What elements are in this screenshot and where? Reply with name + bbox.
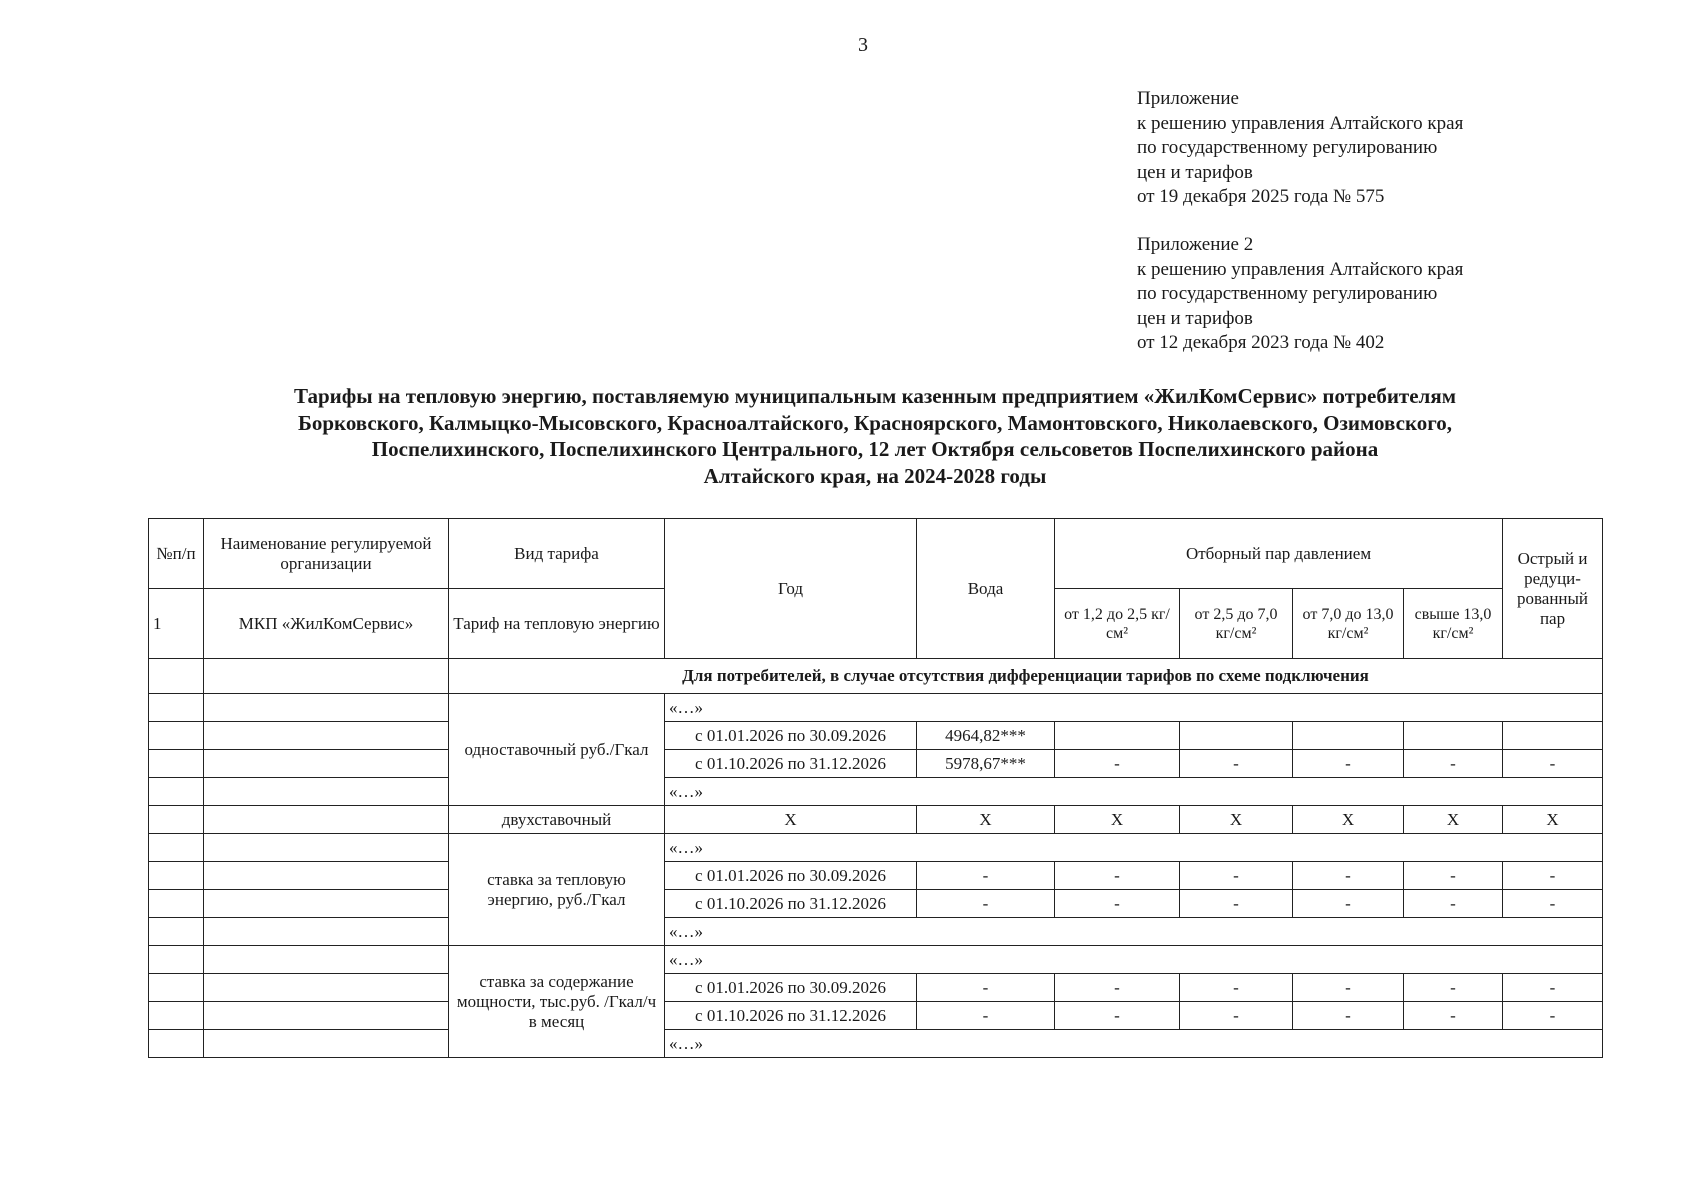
ellipsis: «…» bbox=[665, 1030, 1603, 1058]
sharp-value: - bbox=[1503, 1002, 1603, 1030]
header-sharp-steam: Острый и редуци-рованный пар bbox=[1503, 519, 1603, 659]
p1-value: - bbox=[1055, 862, 1180, 890]
annex-header-1 bbox=[1137, 87, 1463, 210]
title-line: Тарифы на тепловую энергию, поставляемую муниципальным казенным предприятием «ЖилКомСервис» потребителям bbox=[293, 384, 1456, 408]
sharp-value: - bbox=[1503, 890, 1603, 918]
p2-value: - bbox=[1180, 1002, 1293, 1030]
p3-value: - bbox=[1293, 974, 1404, 1002]
annex-line: к решению управления Алтайского края bbox=[1137, 258, 1464, 280]
sharp-value bbox=[1503, 722, 1603, 750]
p3-value: - bbox=[1293, 750, 1404, 778]
heat-rate-label: ставка за тепловую энергию, руб./Гкал bbox=[449, 834, 665, 946]
p2-value: - bbox=[1180, 890, 1293, 918]
title-line: Борковского, Калмыцко-Мысовского, Красноалтайского, Красноярского, Мамонтовского, Николаевского, Озимовского, bbox=[297, 410, 1453, 435]
period: с 01.10.2026 по 31.12.2026 bbox=[665, 750, 917, 778]
table-row bbox=[149, 722, 1603, 750]
page-number: 3 bbox=[858, 34, 868, 56]
document-title bbox=[150, 383, 1600, 489]
organization-name: МКП «ЖилКомСервис» bbox=[204, 589, 449, 659]
tariff-name: Тариф на тепловую энергию bbox=[449, 589, 665, 659]
table-row bbox=[149, 694, 1603, 722]
header-water: Вода bbox=[917, 519, 1055, 659]
ellipsis: «…» bbox=[665, 834, 1603, 862]
p3-value: - bbox=[1293, 862, 1404, 890]
ellipsis: «…» bbox=[665, 694, 1603, 722]
table-row bbox=[149, 918, 1603, 946]
table-row bbox=[149, 1030, 1603, 1058]
x-mark: Х bbox=[665, 806, 917, 834]
annex-line: Приложение bbox=[1137, 88, 1239, 109]
header-year: Год bbox=[665, 519, 917, 659]
title-line: Поспелихинского, Поспелихинского Центрального, 12 лет Октября сельсоветов Поспелихинского района bbox=[371, 437, 1379, 461]
annex-line: цен и тарифов bbox=[1137, 161, 1253, 183]
p3-value: - bbox=[1293, 890, 1404, 918]
water-value: 5978,67*** bbox=[917, 750, 1055, 778]
header-pressure-3: от 7,0 до 13,0 кг/см² bbox=[1293, 589, 1404, 659]
title-line: Алтайского края, на 2024-2028 годы bbox=[703, 463, 1047, 488]
water-value: - bbox=[917, 1002, 1055, 1030]
one-part-label: одноставочный руб./Гкал bbox=[449, 694, 665, 806]
table-row bbox=[149, 890, 1603, 918]
annex-line: от 19 декабря 2025 года № 575 bbox=[1137, 186, 1385, 207]
header-org: Наименование регулируемой организации bbox=[204, 519, 449, 589]
sharp-value: - bbox=[1503, 974, 1603, 1002]
p1-value: - bbox=[1055, 890, 1180, 918]
table-row bbox=[149, 946, 1603, 974]
water-value: - bbox=[917, 974, 1055, 1002]
x-mark: Х bbox=[1503, 806, 1603, 834]
p2-value: - bbox=[1180, 862, 1293, 890]
capacity-rate-label: ставка за содержание мощности, тыс.руб. /Гкал/ч в месяц bbox=[449, 946, 665, 1058]
p4-value: - bbox=[1404, 750, 1503, 778]
ellipsis: «…» bbox=[665, 778, 1603, 806]
p2-value: - bbox=[1180, 750, 1293, 778]
annex-line: от 12 декабря 2023 года № 402 bbox=[1137, 332, 1385, 353]
table-row bbox=[149, 834, 1603, 862]
table-row bbox=[149, 1002, 1603, 1030]
annex-line: Приложение 2 bbox=[1137, 234, 1254, 255]
period: с 01.10.2026 по 31.12.2026 bbox=[665, 1002, 917, 1030]
x-mark: Х bbox=[1180, 806, 1293, 834]
p4-value bbox=[1404, 722, 1503, 750]
x-mark: Х bbox=[917, 806, 1055, 834]
p1-value: - bbox=[1055, 750, 1180, 778]
period: с 01.10.2026 по 31.12.2026 bbox=[665, 890, 917, 918]
table-row bbox=[149, 862, 1603, 890]
sharp-value: - bbox=[1503, 750, 1603, 778]
header-steam: Отборный пар давлением bbox=[1055, 519, 1503, 589]
header-pressure-4: свыше 13,0 кг/см² bbox=[1404, 589, 1503, 659]
p3-value: - bbox=[1293, 1002, 1404, 1030]
header-row bbox=[149, 519, 1603, 589]
header-tariff-type: Вид тарифа bbox=[449, 519, 665, 589]
period: с 01.01.2026 по 30.09.2026 bbox=[665, 722, 917, 750]
table-row bbox=[149, 806, 1603, 834]
tariff-table bbox=[148, 518, 1603, 1058]
p4-value: - bbox=[1404, 890, 1503, 918]
period: с 01.01.2026 по 30.09.2026 bbox=[665, 974, 917, 1002]
p3-value bbox=[1293, 722, 1404, 750]
p4-value: - bbox=[1404, 862, 1503, 890]
annex-line: по государственному регулированию bbox=[1137, 283, 1438, 304]
ellipsis: «…» bbox=[665, 946, 1603, 974]
water-value: - bbox=[917, 862, 1055, 890]
header-pressure-1: от 1,2 до 2,5 кг/см² bbox=[1055, 589, 1180, 659]
p1-value: - bbox=[1055, 974, 1180, 1002]
water-value: - bbox=[917, 890, 1055, 918]
p4-value: - bbox=[1404, 1002, 1503, 1030]
x-mark: Х bbox=[1055, 806, 1180, 834]
table-row bbox=[149, 974, 1603, 1002]
table-row bbox=[149, 750, 1603, 778]
header-num: №п/п bbox=[149, 519, 204, 589]
annex-line: к решению управления Алтайского края bbox=[1137, 112, 1464, 134]
annex-header-2 bbox=[1137, 233, 1463, 356]
annex-line: цен и тарифов bbox=[1137, 307, 1253, 329]
p2-value bbox=[1180, 722, 1293, 750]
p2-value: - bbox=[1180, 974, 1293, 1002]
x-mark: Х bbox=[1404, 806, 1503, 834]
table-row bbox=[149, 778, 1603, 806]
header-pressure-2: от 2,5 до 7,0 кг/см² bbox=[1180, 589, 1293, 659]
water-value: 4964,82*** bbox=[917, 722, 1055, 750]
ellipsis: «…» bbox=[665, 918, 1603, 946]
p1-value: - bbox=[1055, 1002, 1180, 1030]
annex-line: по государственному регулированию bbox=[1137, 137, 1438, 158]
section-row bbox=[149, 659, 1603, 694]
period: с 01.01.2026 по 30.09.2026 bbox=[665, 862, 917, 890]
section-title: Для потребителей, в случае отсутствия дифференциации тарифов по схеме подключения bbox=[449, 659, 1603, 694]
p1-value bbox=[1055, 722, 1180, 750]
sharp-value: - bbox=[1503, 862, 1603, 890]
x-mark: Х bbox=[1293, 806, 1404, 834]
row-number: 1 bbox=[149, 589, 204, 659]
p4-value: - bbox=[1404, 974, 1503, 1002]
two-part-label: двухставочный bbox=[449, 806, 665, 834]
